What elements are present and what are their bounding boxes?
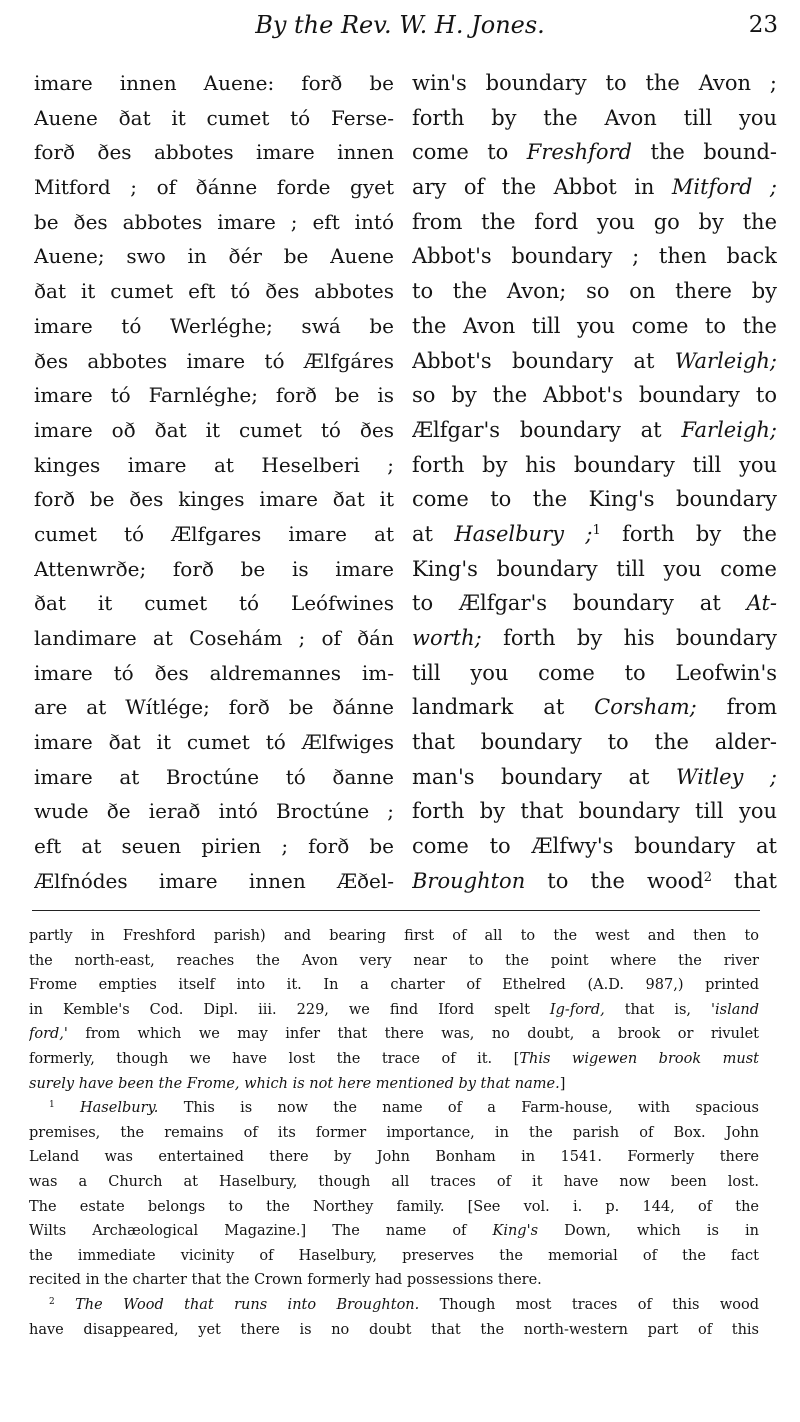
anglo-saxon-line: are at Wítlége; forð be ðánne xyxy=(34,695,394,720)
italic-run: King's xyxy=(492,1223,539,1240)
translation-line xyxy=(412,517,777,552)
text-run: This is now the name of a Farm-house, with spacious xyxy=(158,1100,759,1117)
anglo-saxon-line: ðat it cumet eft tó ðes abbotes xyxy=(34,279,394,304)
footnote-continuation-line: the north-east, reaches the Avon very near to the point where the river xyxy=(29,952,759,969)
translation-line: to the Avon; so on there by xyxy=(412,279,777,304)
text-run: Wilts Archæological Magazine.] The name of xyxy=(29,1223,493,1240)
text-run: Abbot's boundary at xyxy=(412,348,675,373)
text-run: Down, which is in xyxy=(538,1223,759,1240)
place-name-farleigh: Farleigh; xyxy=(681,417,777,442)
italic-run: ford, xyxy=(29,1026,64,1043)
place-name-corsham: Corsham; xyxy=(594,695,697,720)
anglo-saxon-line: forð be ðes kinges imare ðat it xyxy=(34,487,394,512)
footnote-1-heading: Haselbury. xyxy=(80,1100,159,1117)
translation-line xyxy=(412,586,777,621)
anglo-saxon-line: imare oð ðat it cumet tó ðes xyxy=(34,417,394,442)
translation-line: come to the King's boundary xyxy=(412,487,777,512)
place-name-broughton: Broughton xyxy=(412,868,526,893)
translation-line xyxy=(412,621,777,656)
translation-line: that boundary to the alder- xyxy=(412,730,777,755)
running-title: By the Rev. W. H. Jones. xyxy=(255,11,545,39)
text-run: ' from which we may infer that there was, no doubt, a brook or rivulet xyxy=(63,1026,759,1043)
text-run: to Ælfgar's boundary at xyxy=(412,591,747,616)
anglo-saxon-text-column xyxy=(34,66,394,899)
text-run: formerly, though we have lost the trace of it. [ xyxy=(29,1050,520,1067)
translation-line xyxy=(412,864,777,899)
footnote-1 xyxy=(29,1096,759,1121)
anglo-saxon-line: kinges imare at Heselberi ; xyxy=(34,452,394,477)
anglo-saxon-line: imare tó Werléghe; swá be xyxy=(34,313,394,338)
footnote-2-marker: 2 xyxy=(49,1296,55,1307)
anglo-saxon-line: Auene ðat it cumet tó Ferse- xyxy=(34,105,394,130)
text-run: Though most traces of this wood xyxy=(419,1296,759,1313)
english-translation-column xyxy=(412,66,777,899)
anglo-saxon-line: Ælfnódes imare innen Æðel- xyxy=(34,868,394,893)
footnote-divider xyxy=(32,910,760,911)
anglo-saxon-line: imare tó Farnléghe; forð be is xyxy=(34,383,394,408)
italic-run: surely have been the Frome, which is not here mentioned by that name. xyxy=(29,1075,560,1092)
text-run: to the wood xyxy=(525,868,704,893)
page-number: 23 xyxy=(748,12,778,38)
footnote-1-line: was a Church at Haselbury, though all traces of it have now been lost. xyxy=(29,1173,759,1190)
italic-run: island xyxy=(715,1001,759,1018)
anglo-saxon-line: imare at Broctúne tó ðanne xyxy=(34,764,394,789)
place-name-atworth-part1: At- xyxy=(746,591,777,616)
footnote-continuation-line: Frome empties itself into it. In a charter of Ethelred (A.D. 987,) printed xyxy=(29,977,759,994)
translation-line: so by the Abbot's boundary to xyxy=(412,383,777,408)
text-run: at xyxy=(412,521,455,546)
footnote-ref-1[interactable]: 1 xyxy=(592,522,601,538)
text-run: man's boundary at xyxy=(412,764,677,789)
anglo-saxon-line: Attenwrðe; forð be is imare xyxy=(34,556,394,581)
place-name-witley: Witley ; xyxy=(676,764,777,789)
anglo-saxon-line: wude ðe ierað intó Broctúne ; xyxy=(34,799,394,824)
translation-line: till you come to Leofwin's xyxy=(412,660,777,685)
footnote-1-marker: 1 xyxy=(49,1100,55,1111)
footnote-2-heading: The Wood that runs into Broughton. xyxy=(75,1296,420,1313)
anglo-saxon-line: forð ðes abbotes imare innen xyxy=(34,140,394,165)
text-run: landmark at xyxy=(412,695,595,720)
text-run: ] xyxy=(559,1075,566,1092)
footnote-1-line: the immediate vicinity of Haselbury, preserves the memorial of the fact xyxy=(29,1247,759,1264)
text-run: in Kemble's Cod. Dipl. iii. 229, we find Iford spelt xyxy=(29,1001,550,1018)
anglo-saxon-line: ðes abbotes imare tó Ælfgáres xyxy=(34,348,394,373)
translation-line: forth by his boundary till you xyxy=(412,452,777,477)
place-name-atworth-part2: worth; xyxy=(412,626,482,650)
footnote-1-line xyxy=(29,1219,759,1244)
translation-line xyxy=(412,413,777,448)
anglo-saxon-line: eft at seuen pirien ; forð be xyxy=(34,834,394,859)
text-run: come to xyxy=(412,140,527,165)
two-column-text xyxy=(0,66,800,904)
footnote-1-line: premises, the remains of its former importance, in the parish of Box. John xyxy=(29,1124,759,1141)
footnote-2 xyxy=(29,1293,759,1318)
text-run: forth by his boundary xyxy=(481,626,777,650)
translation-line xyxy=(412,135,777,170)
footnote-1-line: The estate belongs to the Northey family. [See vol. i. p. 144, of the xyxy=(29,1198,759,1215)
text-run: forth by the xyxy=(600,521,777,546)
anglo-saxon-line: Auene; swo in ðér be Auene xyxy=(34,244,394,269)
place-name-freshford: Freshford xyxy=(526,140,632,165)
translation-line: win's boundary to the Avon ; xyxy=(412,71,777,95)
page-header xyxy=(0,8,800,44)
anglo-saxon-line: Mitford ; of ðánne forde gyet xyxy=(34,175,394,200)
text-run: the bound- xyxy=(632,140,777,165)
footnote-1-line: recited in the charter that the Crown formerly had possessions there. xyxy=(29,1272,542,1289)
translation-line: from the ford you go by the xyxy=(412,209,777,234)
text-run: from xyxy=(696,695,777,720)
anglo-saxon-line: imare ðat it cumet tó Ælfwiges xyxy=(34,730,394,755)
anglo-saxon-line: landimare at Cosehám ; of ðán xyxy=(34,626,394,650)
translation-line: come to Ælfwy's boundary at xyxy=(412,834,777,859)
translation-line xyxy=(412,690,777,725)
translation-line xyxy=(412,344,777,379)
footnote-continuation-line xyxy=(29,1047,759,1072)
text-run: that is, ' xyxy=(604,1001,716,1018)
text-run: that xyxy=(711,868,777,893)
translation-line: the Avon till you come to the xyxy=(412,313,777,338)
translation-line: forth by that boundary till you xyxy=(412,799,777,824)
translation-line xyxy=(412,170,777,205)
translation-line: forth by the Avon till you xyxy=(412,105,777,130)
text-run: ary of the Abbot in xyxy=(412,175,672,200)
text-run: Ælfgar's boundary at xyxy=(412,417,682,442)
footnote-1-line: Leland was entertained there by John Bonham in 1541. Formerly there xyxy=(29,1149,759,1166)
footnote-2-line: have disappeared, yet there is no doubt that the north-western part of this xyxy=(29,1321,759,1338)
anglo-saxon-line: ðat it cumet tó Leófwines xyxy=(34,591,394,616)
translation-line xyxy=(412,760,777,795)
anglo-saxon-line: imare innen Auene: forð be xyxy=(34,71,394,95)
footnote-continuation-line xyxy=(29,998,759,1023)
footnote-continuation-line xyxy=(29,1072,759,1097)
anglo-saxon-line: cumet tó Ælfgares imare at xyxy=(34,521,394,546)
footnote-ref-2[interactable]: 2 xyxy=(703,869,712,885)
footnote-continuation-line: partly in Freshford parish) and bearing first of all to the west and then to xyxy=(29,928,759,944)
place-name-warleigh: Warleigh; xyxy=(674,348,777,373)
footnote-continuation-line xyxy=(29,1022,759,1047)
anglo-saxon-line: be ðes abbotes imare ; eft intó xyxy=(34,209,394,234)
footnotes xyxy=(29,924,759,1342)
place-name-haselbury: Haselbury ; xyxy=(454,521,593,546)
translation-line: King's boundary till you come xyxy=(412,556,777,581)
place-name-mitford: Mitford ; xyxy=(671,175,777,200)
anglo-saxon-line: imare tó ðes aldremannes im- xyxy=(34,660,394,685)
translation-line: Abbot's boundary ; then back xyxy=(412,244,777,269)
italic-run: This wigewen brook must xyxy=(519,1050,759,1067)
italic-run: Ig-ford, xyxy=(549,1001,605,1018)
